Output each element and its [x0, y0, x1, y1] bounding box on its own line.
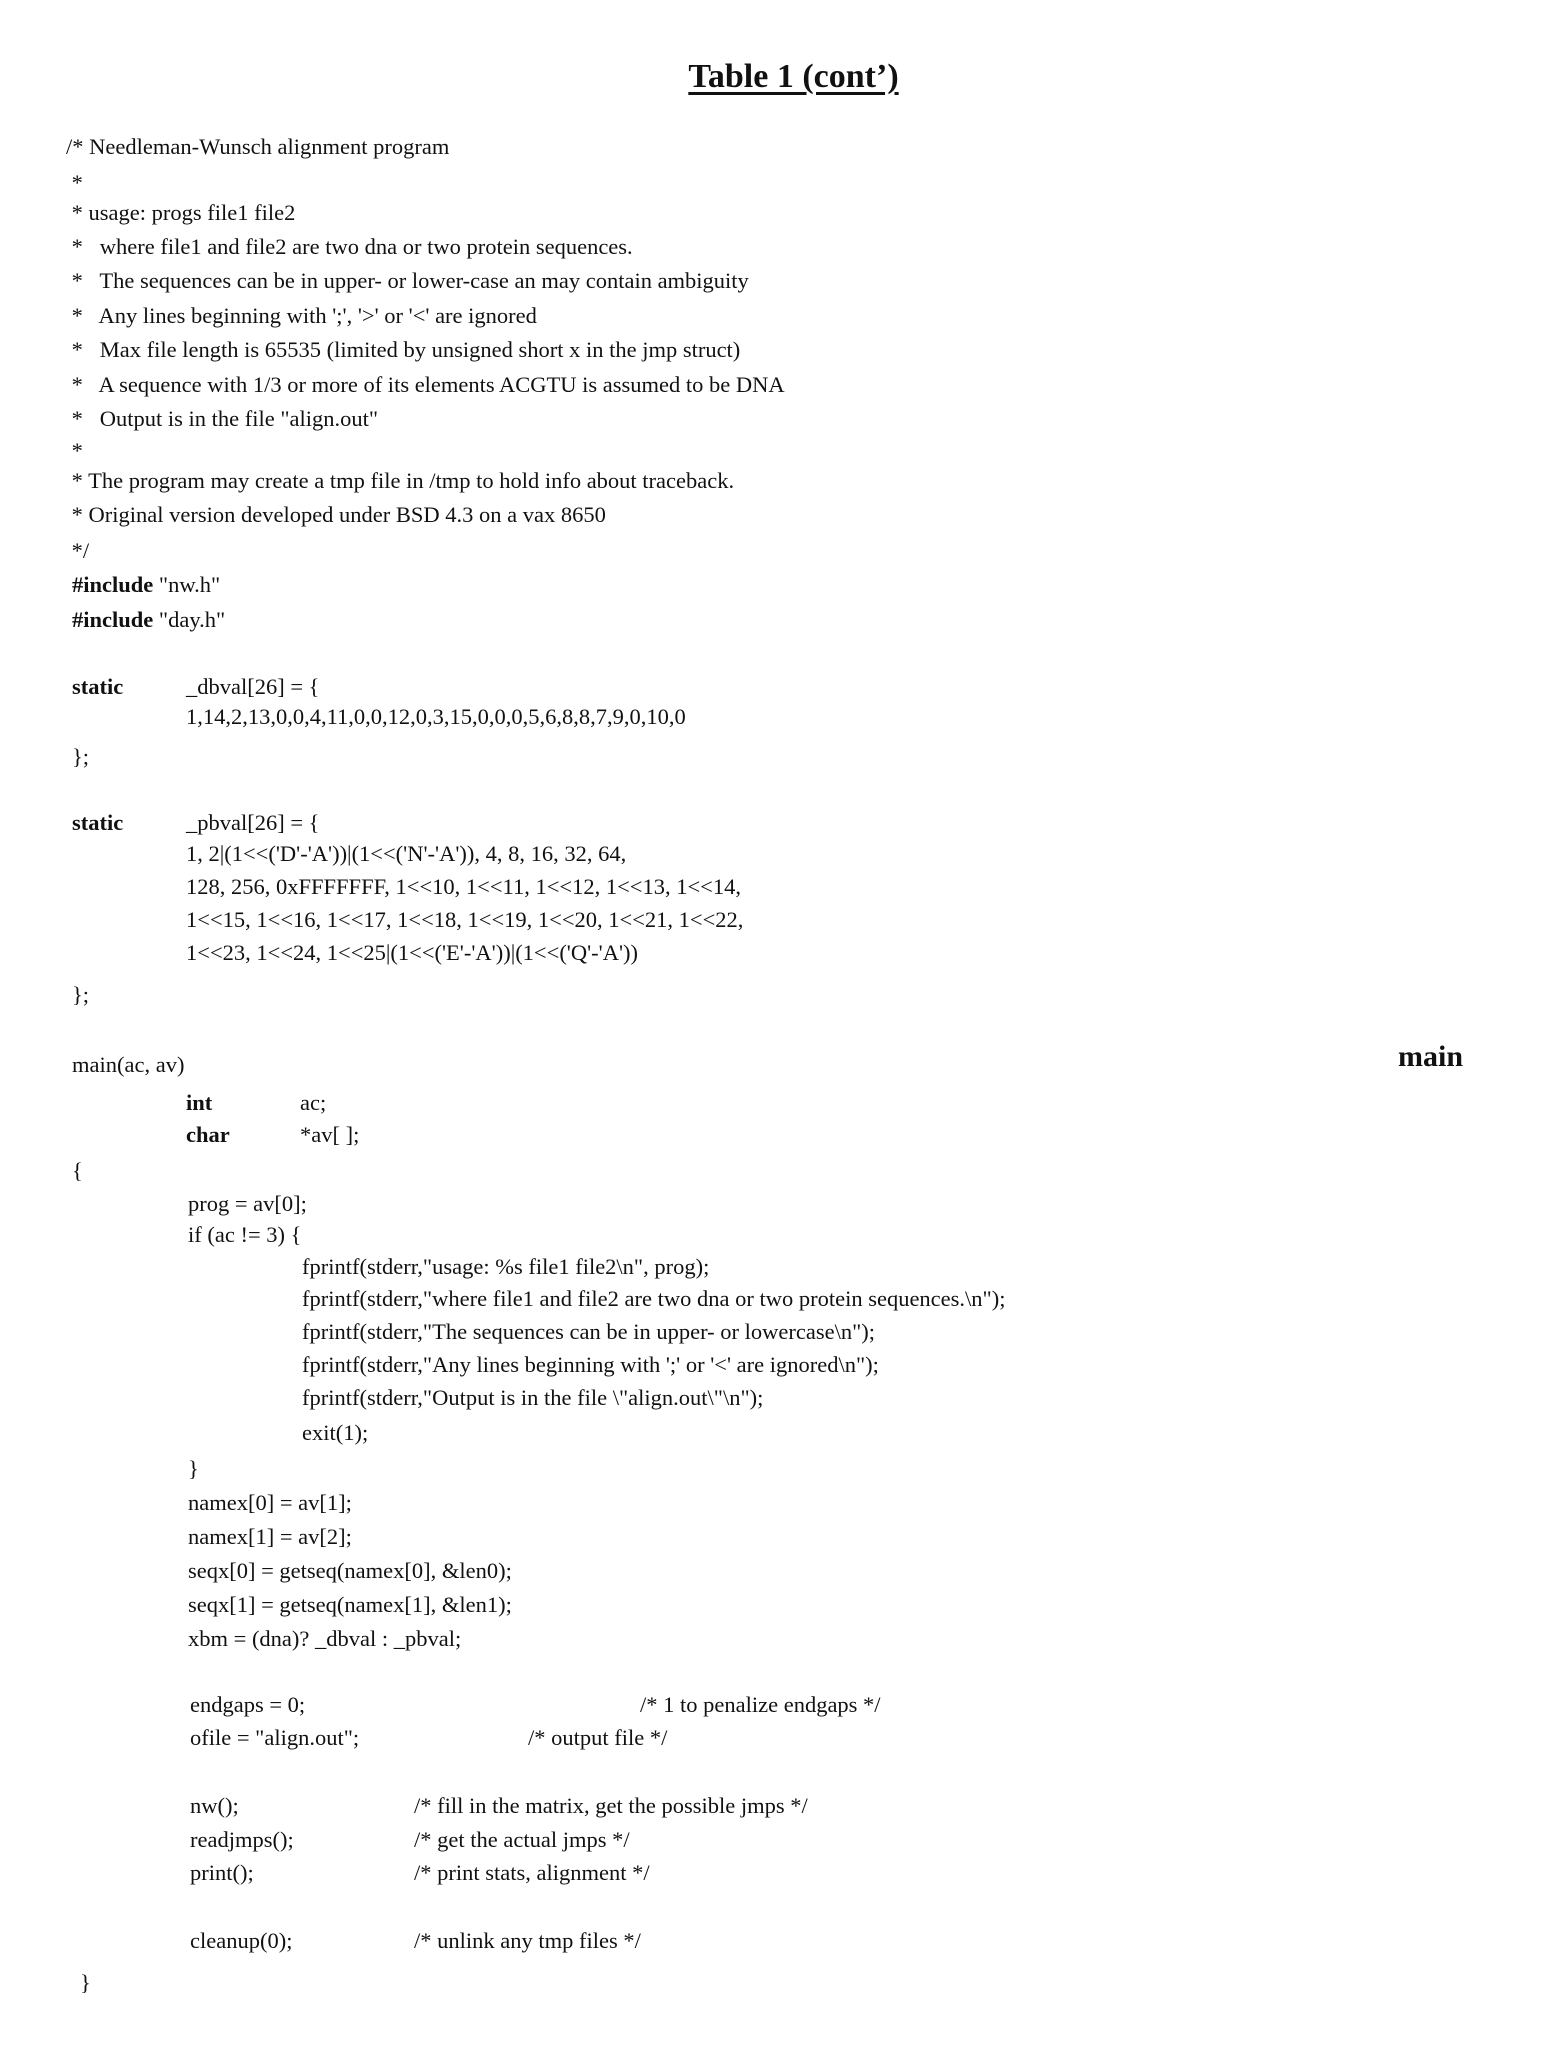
code-line: nw();	[190, 1793, 239, 1818]
comment-line: *	[66, 438, 83, 463]
array-values: 1<<23, 1<<24, 1<<25|(1<<('E'-'A'))|(1<<('Q'-'A'))	[186, 940, 638, 965]
include-line	[72, 609, 225, 632]
array-values: 1,14,2,13,0,0,4,11,0,0,12,0,3,15,0,0,0,5,6,8,8,7,9,0,10,0	[186, 704, 686, 729]
param-type: char	[186, 1122, 230, 1147]
fprintf-line: fprintf(stderr,"usage: %s file1 file2\n", prog);	[302, 1254, 710, 1279]
inline-comment: /* 1 to penalize endgaps */	[640, 1692, 881, 1717]
array-decl: _pbval[26] = {	[186, 810, 320, 835]
include-file: "nw.h"	[158, 572, 221, 597]
comment-line: /* Needleman-Wunsch alignment program	[66, 134, 450, 159]
array-values: 128, 256, 0xFFFFFFF, 1<<10, 1<<11, 1<<12, 1<<13, 1<<14,	[186, 874, 741, 899]
param-name: ac;	[300, 1090, 327, 1115]
inline-comment: /* unlink any tmp files */	[414, 1928, 641, 1953]
array-values: 1<<15, 1<<16, 1<<17, 1<<18, 1<<19, 1<<20, 1<<21, 1<<22,	[186, 907, 744, 932]
code-line: seqx[0] = getseq(namex[0], &len0);	[188, 1558, 512, 1583]
margin-label-main: main	[1398, 1040, 1464, 1073]
fprintf-line: fprintf(stderr,"where file1 and file2 are two dna or two protein sequences.\n");	[302, 1286, 1006, 1311]
comment-line: * The sequences can be in upper- or lower-case an may contain ambiguity	[66, 268, 749, 293]
code-line: seqx[1] = getseq(namex[1], &len1);	[188, 1592, 512, 1617]
param-type: int	[186, 1090, 213, 1115]
storage-keyword: static	[72, 674, 124, 699]
fprintf-line: fprintf(stderr,"Any lines beginning with ';' or '<' are ignored\n");	[302, 1352, 879, 1377]
include-file: "day.h"	[158, 607, 226, 632]
inline-comment: /* output file */	[528, 1725, 668, 1750]
comment-line: * Original version developed under BSD 4.3 on a vax 8650	[66, 502, 606, 527]
inline-comment: /* fill in the matrix, get the possible jmps */	[414, 1793, 808, 1818]
storage-keyword: static	[72, 810, 124, 835]
code-line: namex[0] = av[1];	[188, 1490, 352, 1515]
comment-line: */	[66, 538, 90, 563]
comment-line: *	[66, 170, 83, 195]
include-line	[72, 574, 220, 597]
fprintf-line: fprintf(stderr,"Output is in the file \"align.out\"\n");	[302, 1385, 764, 1410]
inline-comment: /* print stats, alignment */	[414, 1860, 650, 1885]
close-if-brace: }	[188, 1456, 199, 1481]
code-line: endgaps = 0;	[190, 1692, 306, 1717]
array-close: };	[72, 744, 90, 769]
function-signature: main(ac, av)	[72, 1052, 185, 1077]
comment-line: * where file1 and file2 are two dna or two protein sequences.	[66, 234, 633, 259]
code-line: cleanup(0);	[190, 1928, 293, 1953]
close-brace: }	[80, 1970, 91, 1995]
code-line: xbm = (dna)? _dbval : _pbval;	[188, 1626, 462, 1651]
code-line: namex[1] = av[2];	[188, 1524, 352, 1549]
comment-line: * Any lines beginning with ';', '>' or '<' are ignored	[66, 303, 537, 328]
page-title: Table 1 (cont’)	[688, 58, 899, 95]
inline-comment: /* get the actual jmps */	[414, 1827, 630, 1852]
comment-line: * Max file length is 65535 (limited by unsigned short x in the jmp struct)	[66, 337, 741, 362]
comment-line: * Output is in the file "align.out"	[66, 406, 379, 431]
exit-line: exit(1);	[302, 1420, 369, 1445]
code-line: print();	[190, 1860, 254, 1885]
code-line: readjmps();	[190, 1827, 294, 1852]
include-directive: #include	[72, 607, 154, 632]
comment-line: * The program may create a tmp file in /tmp to hold info about traceback.	[66, 468, 735, 493]
open-brace: {	[72, 1158, 83, 1183]
comment-line: * usage: progs file1 file2	[66, 200, 296, 225]
code-line: if (ac != 3) {	[188, 1222, 302, 1247]
code-line: prog = av[0];	[188, 1191, 307, 1216]
comment-line: * A sequence with 1/3 or more of its elements ACGTU is assumed to be DNA	[66, 372, 785, 397]
array-close: };	[72, 982, 90, 1007]
array-values: 1, 2|(1<<('D'-'A'))|(1<<('N'-'A')), 4, 8, 16, 32, 64,	[186, 841, 627, 866]
code-line: ofile = "align.out";	[190, 1725, 360, 1750]
array-decl: _dbval[26] = {	[186, 674, 320, 699]
param-name: *av[ ];	[300, 1122, 360, 1147]
include-directive: #include	[72, 572, 154, 597]
fprintf-line: fprintf(stderr,"The sequences can be in upper- or lowercase\n");	[302, 1319, 876, 1344]
